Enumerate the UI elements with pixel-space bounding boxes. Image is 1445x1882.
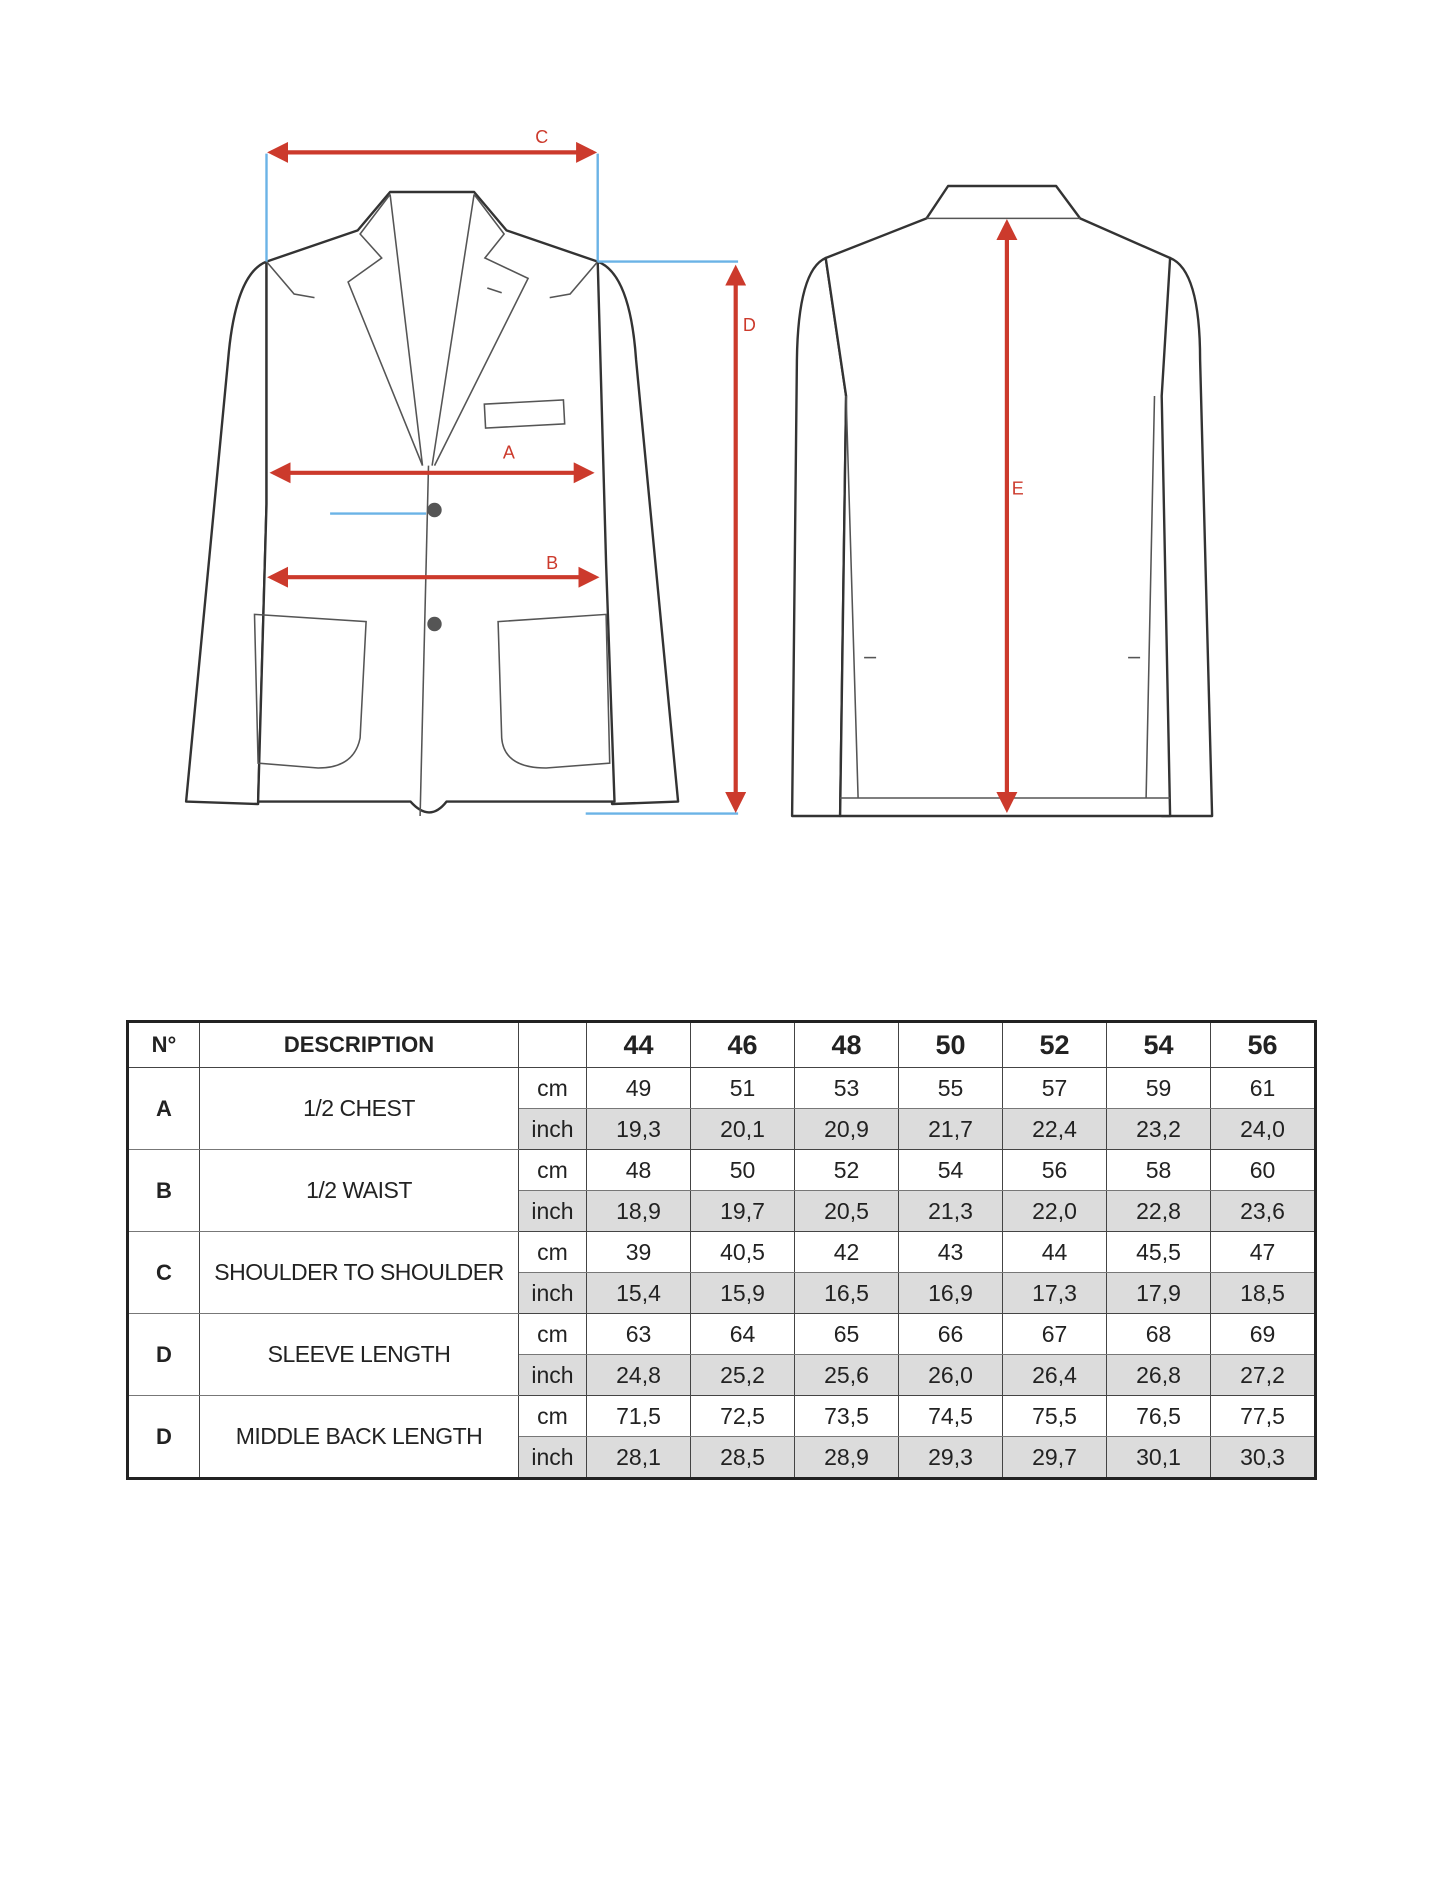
value-cell: 22,0 (1003, 1191, 1107, 1232)
table-row (128, 1314, 1316, 1355)
value-cell: 29,7 (1003, 1437, 1107, 1479)
value-cell: 16,9 (899, 1273, 1003, 1314)
value-cell: 52 (795, 1150, 899, 1191)
value-cell: 17,9 (1107, 1273, 1211, 1314)
header-size: 46 (691, 1022, 795, 1068)
value-cell: 25,2 (691, 1355, 795, 1396)
unit-label: cm (519, 1150, 587, 1191)
unit-label: inch (519, 1355, 587, 1396)
value-cell: 22,4 (1003, 1109, 1107, 1150)
value-cell: 68 (1107, 1314, 1211, 1355)
value-cell: 64 (691, 1314, 795, 1355)
value-cell: 73,5 (795, 1396, 899, 1437)
value-cell: 26,4 (1003, 1355, 1107, 1396)
button-icon (427, 503, 441, 517)
value-cell: 49 (587, 1068, 691, 1109)
value-cell: 66 (899, 1314, 1003, 1355)
value-cell: 22,8 (1107, 1191, 1211, 1232)
value-cell: 58 (1107, 1150, 1211, 1191)
table-row (128, 1232, 1316, 1273)
table-row (128, 1396, 1316, 1437)
value-cell: 71,5 (587, 1396, 691, 1437)
value-cell: 21,7 (899, 1109, 1003, 1150)
value-cell: 30,3 (1211, 1437, 1316, 1479)
value-cell: 26,0 (899, 1355, 1003, 1396)
unit-label: cm (519, 1232, 587, 1273)
header-size: 56 (1211, 1022, 1316, 1068)
value-cell: 76,5 (1107, 1396, 1211, 1437)
header-size: 48 (795, 1022, 899, 1068)
value-cell: 25,6 (795, 1355, 899, 1396)
value-cell: 18,5 (1211, 1273, 1316, 1314)
value-cell: 15,9 (691, 1273, 795, 1314)
header-description: DESCRIPTION (200, 1022, 519, 1068)
value-cell: 39 (587, 1232, 691, 1273)
value-cell: 75,5 (1003, 1396, 1107, 1437)
value-cell: 63 (587, 1314, 691, 1355)
value-cell: 59 (1107, 1068, 1211, 1109)
table-row (128, 1150, 1316, 1191)
value-cell: 24,0 (1211, 1109, 1316, 1150)
header-no: N° (128, 1022, 200, 1068)
value-cell: 42 (795, 1232, 899, 1273)
value-cell: 57 (1003, 1068, 1107, 1109)
value-cell: 26,8 (1107, 1355, 1211, 1396)
label-c: C (535, 126, 549, 147)
row-letter: D (128, 1396, 200, 1479)
row-description: 1/2 CHEST (200, 1068, 519, 1150)
unit-label: cm (519, 1396, 587, 1437)
value-cell: 50 (691, 1150, 795, 1191)
size-chart-table (126, 1020, 1317, 1480)
value-cell: 28,1 (587, 1437, 691, 1479)
value-cell: 27,2 (1211, 1355, 1316, 1396)
jacket-back (792, 186, 1212, 816)
row-description: 1/2 WAIST (200, 1150, 519, 1232)
value-cell: 45,5 (1107, 1232, 1211, 1273)
row-letter: A (128, 1068, 200, 1150)
header-size: 54 (1107, 1022, 1211, 1068)
value-cell: 21,3 (899, 1191, 1003, 1232)
row-letter: D (128, 1314, 200, 1396)
value-cell: 67 (1003, 1314, 1107, 1355)
value-cell: 60 (1211, 1150, 1316, 1191)
table-header-row (128, 1022, 1316, 1068)
value-cell: 15,4 (587, 1273, 691, 1314)
value-cell: 72,5 (691, 1396, 795, 1437)
unit-label: inch (519, 1109, 587, 1150)
header-size: 44 (587, 1022, 691, 1068)
header-size: 52 (1003, 1022, 1107, 1068)
value-cell: 23,2 (1107, 1109, 1211, 1150)
value-cell: 23,6 (1211, 1191, 1316, 1232)
value-cell: 69 (1211, 1314, 1316, 1355)
unit-label: inch (519, 1191, 587, 1232)
unit-label: inch (519, 1273, 587, 1314)
value-cell: 29,3 (899, 1437, 1003, 1479)
value-cell: 53 (795, 1068, 899, 1109)
value-cell: 18,9 (587, 1191, 691, 1232)
row-letter: C (128, 1232, 200, 1314)
value-cell: 24,8 (587, 1355, 691, 1396)
table-row (128, 1068, 1316, 1109)
value-cell: 51 (691, 1068, 795, 1109)
unit-label: inch (519, 1437, 587, 1479)
value-cell: 19,3 (587, 1109, 691, 1150)
header-size: 50 (899, 1022, 1003, 1068)
value-cell: 28,5 (691, 1437, 795, 1479)
row-description: SLEEVE LENGTH (200, 1314, 519, 1396)
value-cell: 77,5 (1211, 1396, 1316, 1437)
value-cell: 55 (899, 1068, 1003, 1109)
value-cell: 30,1 (1107, 1437, 1211, 1479)
jacket-front (186, 192, 678, 816)
unit-label: cm (519, 1314, 587, 1355)
label-a: A (502, 442, 515, 463)
value-cell: 48 (587, 1150, 691, 1191)
value-cell: 40,5 (691, 1232, 795, 1273)
label-d: D (742, 315, 756, 336)
row-description: MIDDLE BACK LENGTH (200, 1396, 519, 1479)
value-cell: 56 (1003, 1150, 1107, 1191)
label-b: B (546, 552, 559, 573)
value-cell: 74,5 (899, 1396, 1003, 1437)
value-cell: 47 (1211, 1232, 1316, 1273)
header-unit (519, 1022, 587, 1068)
value-cell: 20,9 (795, 1109, 899, 1150)
value-cell: 16,5 (795, 1273, 899, 1314)
value-cell: 17,3 (1003, 1273, 1107, 1314)
value-cell: 44 (1003, 1232, 1107, 1273)
button-icon (427, 617, 441, 631)
value-cell: 20,5 (795, 1191, 899, 1232)
row-description: SHOULDER TO SHOULDER (200, 1232, 519, 1314)
value-cell: 61 (1211, 1068, 1316, 1109)
value-cell: 65 (795, 1314, 899, 1355)
value-cell: 43 (899, 1232, 1003, 1273)
value-cell: 19,7 (691, 1191, 795, 1232)
value-cell: 20,1 (691, 1109, 795, 1150)
row-letter: B (128, 1150, 200, 1232)
unit-label: cm (519, 1068, 587, 1109)
value-cell: 28,9 (795, 1437, 899, 1479)
value-cell: 54 (899, 1150, 1003, 1191)
label-e: E (1011, 478, 1024, 499)
